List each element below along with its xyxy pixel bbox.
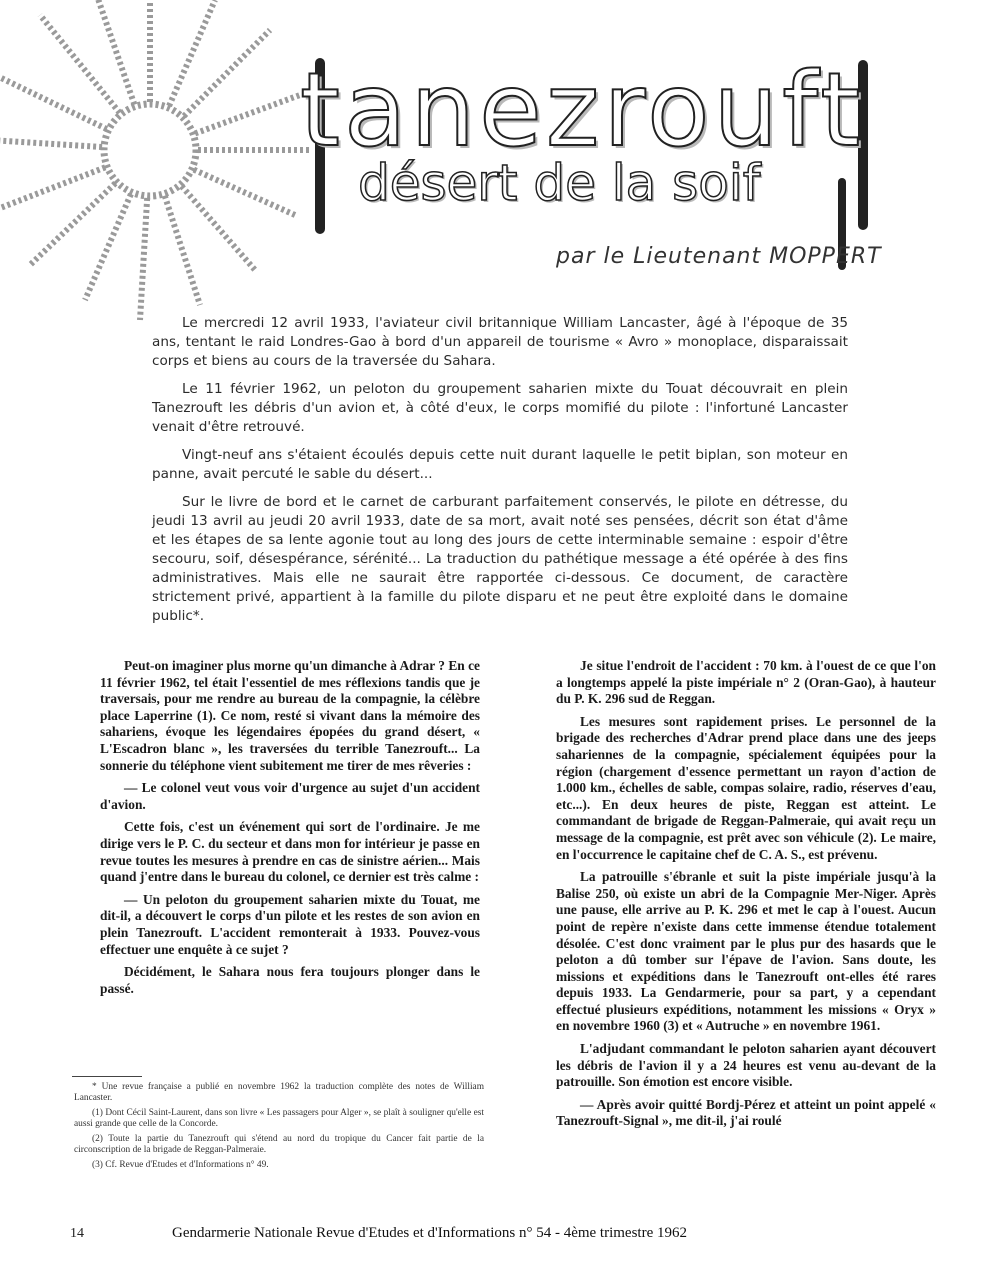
article-byline: par le Lieutenant MOPPERT bbox=[556, 244, 882, 269]
body-paragraph: Décidément, le Sahara nous fera toujours plonger dans le passé. bbox=[100, 964, 480, 996]
publication-footer: Gendarmerie Nationale Revue d'Etudes et d'Informations n° 54 - 4ème trimestre 1962 bbox=[172, 1225, 687, 1241]
body-paragraph: — Un peloton du groupement saharien mixte du Touat, me dit-il, a découvert le corps d'un pilote et les restes de son avion en plein Tanezrouft. L'accident remonterait à 1933. Pouvez-vous effectuer une enquête à ce sujet ? bbox=[100, 891, 480, 957]
footnote: (3) Cf. Revue d'Etudes et d'Informations n° 49. bbox=[92, 1160, 269, 1170]
footnote: * Une revue française a publié en novembre 1962 la traduction complète des notes de William Lancaster. bbox=[74, 1082, 484, 1103]
intro-paragraph: Vingt-neuf ans s'étaient écoulés depuis cette nuit durant laquelle le petit biplan, son moteur en panne, avait percuté le sable du désert... bbox=[152, 447, 848, 482]
intro-block bbox=[152, 314, 848, 635]
body-paragraph: Cette fois, c'est un événement qui sort de l'ordinaire. Je me dirige vers le P. C. du secteur et dans mon for intérieur je passe en revue toutes les mesures à prendre en cas de sinistre aérien... Mais quand j'entre dans le bureau du colonel, ce dernier est très calme : bbox=[100, 819, 480, 885]
sun-illustration bbox=[0, 0, 330, 330]
right-column bbox=[556, 658, 936, 1136]
body-paragraph: — Le colonel veut vous voir d'urgence au sujet d'un accident d'avion. bbox=[100, 780, 480, 812]
article-subtitle: désert de la soif bbox=[358, 154, 761, 212]
page-number: 14 bbox=[70, 1226, 84, 1241]
body-paragraph: L'adjudant commandant le peloton saharien ayant découvert les débris de l'avion il y a 24 heures est venu au-devant de la patrouille. Son émotion est encore visible. bbox=[556, 1041, 936, 1090]
intro-paragraph: Le 11 février 1962, un peloton du groupement saharien mixte du Touat découvrait en plein Tanezrouft les débris d'un avion et, à côté d'eux, le corps momifié du pilote : l'infortuné Lancaster venait d'être retrouvé. bbox=[152, 381, 848, 435]
left-column bbox=[100, 658, 480, 1003]
footnote: (1) Dont Cécil Saint-Laurent, dans son livre « Les passagers pour Alger », se plaît à souligner qu'elle est aussi grande que celle de la Concorde. bbox=[74, 1108, 484, 1129]
body-paragraph: La patrouille s'ébranle et suit la piste impériale jusqu'à la Balise 250, où existe un abri de la Compagnie Mer-Niger. Après une pause, elle arrive au P. K. 296 et met le cap à l'ouest. Aucun point de repère n'existe dans cette immense étendue totalement désolée. C'est donc vraiment par le plus pur des hasards que le peloton a dû tomber sur l'épave de l'avion. Sans doute, les missions et expéditions dans le Tanezrouft ont-elles été rares depuis 1933. La Gendarmerie, pour sa part, y a cependant effectué plusieurs expéditions, notamment les missions « Oryx » en novembre 1960 (3) et « Autruche » en novembre 1961. bbox=[556, 869, 936, 1034]
article-title: tanezrouft bbox=[300, 51, 865, 170]
intro-paragraph: Sur le livre de bord et le carnet de carburant parfaitement conservés, le pilote en détresse, du jeudi 13 avril au jeudi 20 avril 1933, date de sa mort, avait noté ses pensées, décrit son état d'âme et les étapes de sa lente agonie tout au long des jours de cette interminable semaine : espoir d'être secouru, soif, désespérance, sérénité... La traduction du pathétique message a été opérée à des fins administratives. Mais elle ne saurait être rapportée ci-dessous. Ce document, de caractère strictement privé, appartient à la famille du pilote disparu et ne peut être exploité dans le domaine public*. bbox=[152, 494, 848, 624]
body-paragraph: Je situe l'endroit de l'accident : 70 km. à l'ouest de ce que l'on a longtemps appelé la piste impériale n° 2 (Oran-Gao), à hauteur du P. K. 296 sud de Reggan. bbox=[556, 658, 936, 707]
footnote-divider bbox=[72, 1076, 142, 1077]
intro-paragraph: Le mercredi 12 avril 1933, l'aviateur civil britannique William Lancaster, âgé à l'époque de 35 ans, tentant le raid Londres-Gao à bord d'un appareil de tourisme « Avro » monoplace, disparaissait corps et biens au cours de la traversée du Sahara. bbox=[152, 315, 848, 369]
body-paragraph: — Après avoir quitté Bordj-Pérez et atteint un point appelé « Tanezrouft-Signal », me dit-il, j'ai roulé bbox=[556, 1096, 936, 1129]
footnote: (2) Toute la partie du Tanezrouft qui s'étend au nord du tropique du Cancer fait partie de la circonscription de la brigade de Reggan-Palmeraie. bbox=[74, 1134, 484, 1155]
footnotes bbox=[74, 1082, 484, 1175]
body-paragraph: Peut-on imaginer plus morne qu'un dimanche à Adrar ? En ce 11 février 1962, tel était l'essentiel de mes réflexions tandis que je traversais, pour me rendre au bureau de la compagnie, la célèbre place Laperrine (1). Ce nom, resté si vivant dans la mémoire des sahariens, évoque les légendaires épopées du grand désert, « L'Escadron blanc », les traversées du terrible Tanezrouft... La sonnerie du téléphone vient subitement me tirer de mes rêveries : bbox=[100, 658, 480, 773]
body-paragraph: Les mesures sont rapidement prises. Le personnel de la brigade des recherches d'Adrar prend place dans une des jeeps sahariennes de la compagnie, spécialement équipées pour la région (chargement d'essence permettant un rayon d'action de 1.000 km., échelles de sable, compas solaire, radio, réserves d'eau, etc...). En deux heures de piste, Reggan est atteint. Le commandant de brigade de Reggan-Palmeraie, qui avait reçu un message de la compagnie, est prêt avec son véhicule (2). Le maire, en l'occurrence le capitaine chef de C. A. S., est prévenu. bbox=[556, 713, 936, 862]
